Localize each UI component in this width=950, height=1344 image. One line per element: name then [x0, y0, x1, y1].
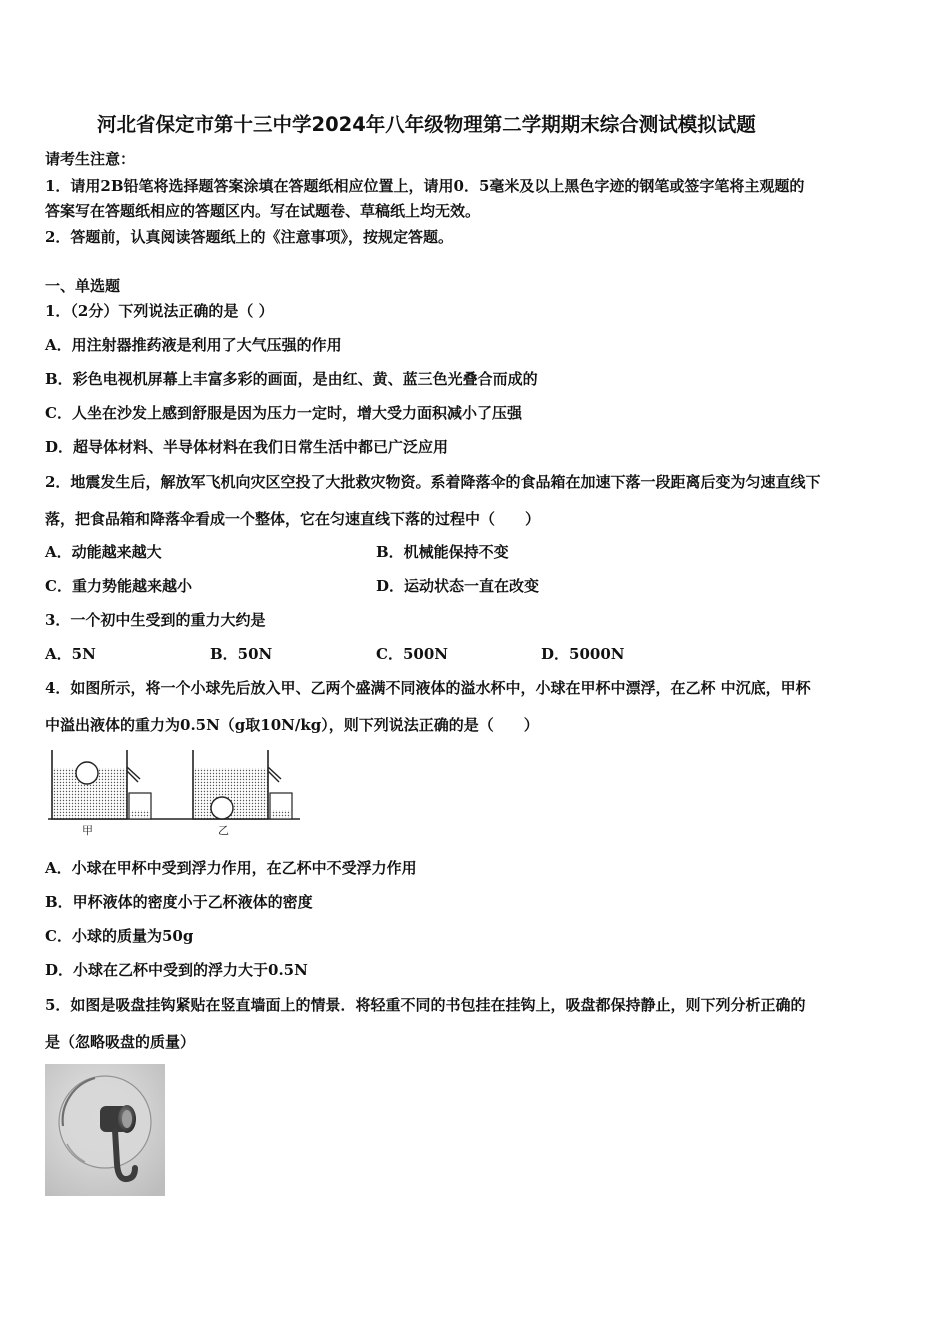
notice-heading: 请考生注意：	[45, 150, 136, 168]
sunken-ball	[211, 797, 233, 819]
notice-item-1-line-2: 答案写在答题纸相应的答题区内。写在试题卷、草稿纸上均无效。	[45, 202, 481, 220]
overflow-cups-figure	[44, 748, 306, 838]
question-2-option-b: B．机械能保持不变	[376, 543, 509, 561]
question-1-option-b: B．彩色电视机屏幕上丰富多彩的画面，是由红、黄、蓝三色光叠合而成的	[45, 370, 538, 388]
section-heading: 一、单选题	[45, 277, 121, 295]
cup-yi	[193, 750, 292, 819]
question-3-option-c: C．500N	[376, 645, 448, 663]
notice-item-1-line-1: 1．请用2B铅笔将选择题答案涂填在答题纸相应位置上，请用0．5毫米及以上黑色字迹的钢笔或签字笔将主观题的	[45, 177, 805, 195]
question-2-stem-line-2: 落，把食品箱和降落伞看成一个整体，它在匀速直线下落的过程中（ ）	[45, 510, 541, 528]
question-2-option-c: C．重力势能越来越小	[45, 577, 192, 595]
question-1-option-a: A．用注射器推药液是利用了大气压强的作用	[45, 336, 342, 354]
figure-label-jia: 甲	[82, 824, 93, 837]
question-4-stem-line-2: 中溢出液体的重力为0.5N（g取10N/kg），则下列说法正确的是（ ）	[45, 716, 539, 734]
page-title: 河北省保定市第十三中学2024年八年级物理第二学期期末综合测试模拟试题	[97, 113, 756, 136]
question-1-stem: 1．（2分）下列说法正确的是（ ）	[45, 302, 274, 320]
question-1-option-c: C．人坐在沙发上感到舒服是因为压力一定时，增大受力面积减小了压强	[45, 404, 522, 422]
question-5-stem-line-2: 是（忽略吸盘的质量）	[45, 1033, 196, 1051]
question-2-option-d: D．运动状态一直在改变	[376, 577, 540, 595]
question-4-option-a: A．小球在甲杯中受到浮力作用，在乙杯中不受浮力作用	[45, 859, 417, 877]
suction-hook-photo	[45, 1064, 165, 1196]
question-2-option-a: A．动能越来越大	[45, 543, 162, 561]
question-4-stem-line-1: 4．如图所示，将一个小球先后放入甲、乙两个盛满不同液体的溢水杯中，小球在甲杯中漂浮，在乙杯 中沉底，甲杯	[45, 679, 811, 697]
question-2-stem-line-1: 2．地震发生后，解放军飞机向灾区空投了大批救灾物资。系着降落伞的食品箱在加速下落一段距离后变为匀速直线下	[45, 473, 821, 491]
question-3-option-d: D．5000N	[541, 645, 625, 663]
notice-item-2: 2．答题前，认真阅读答题纸上的《注意事项》，按规定答题。	[45, 228, 453, 246]
figure-label-yi: 乙	[218, 824, 229, 837]
question-3-stem: 3．一个初中生受到的重力大约是	[45, 611, 266, 629]
question-3-option-a: A．5N	[45, 645, 96, 663]
question-5-stem-line-1: 5．如图是吸盘挂钩紧贴在竖直墙面上的情景．将轻重不同的书包挂在挂钩上，吸盘都保持静止，则下列分析正确的	[45, 996, 806, 1014]
question-1-option-d: D．超导体材料、半导体材料在我们日常生活中都已广泛应用	[45, 438, 449, 456]
question-4-option-d: D．小球在乙杯中受到的浮力大于0.5N	[45, 961, 308, 979]
question-4-option-c: C．小球的质量为50g	[45, 927, 194, 945]
question-4-option-b: B．甲杯液体的密度小于乙杯液体的密度	[45, 893, 313, 911]
question-3-option-b: B．50N	[210, 645, 273, 663]
cup-jia	[52, 750, 151, 819]
floating-ball	[76, 762, 98, 784]
